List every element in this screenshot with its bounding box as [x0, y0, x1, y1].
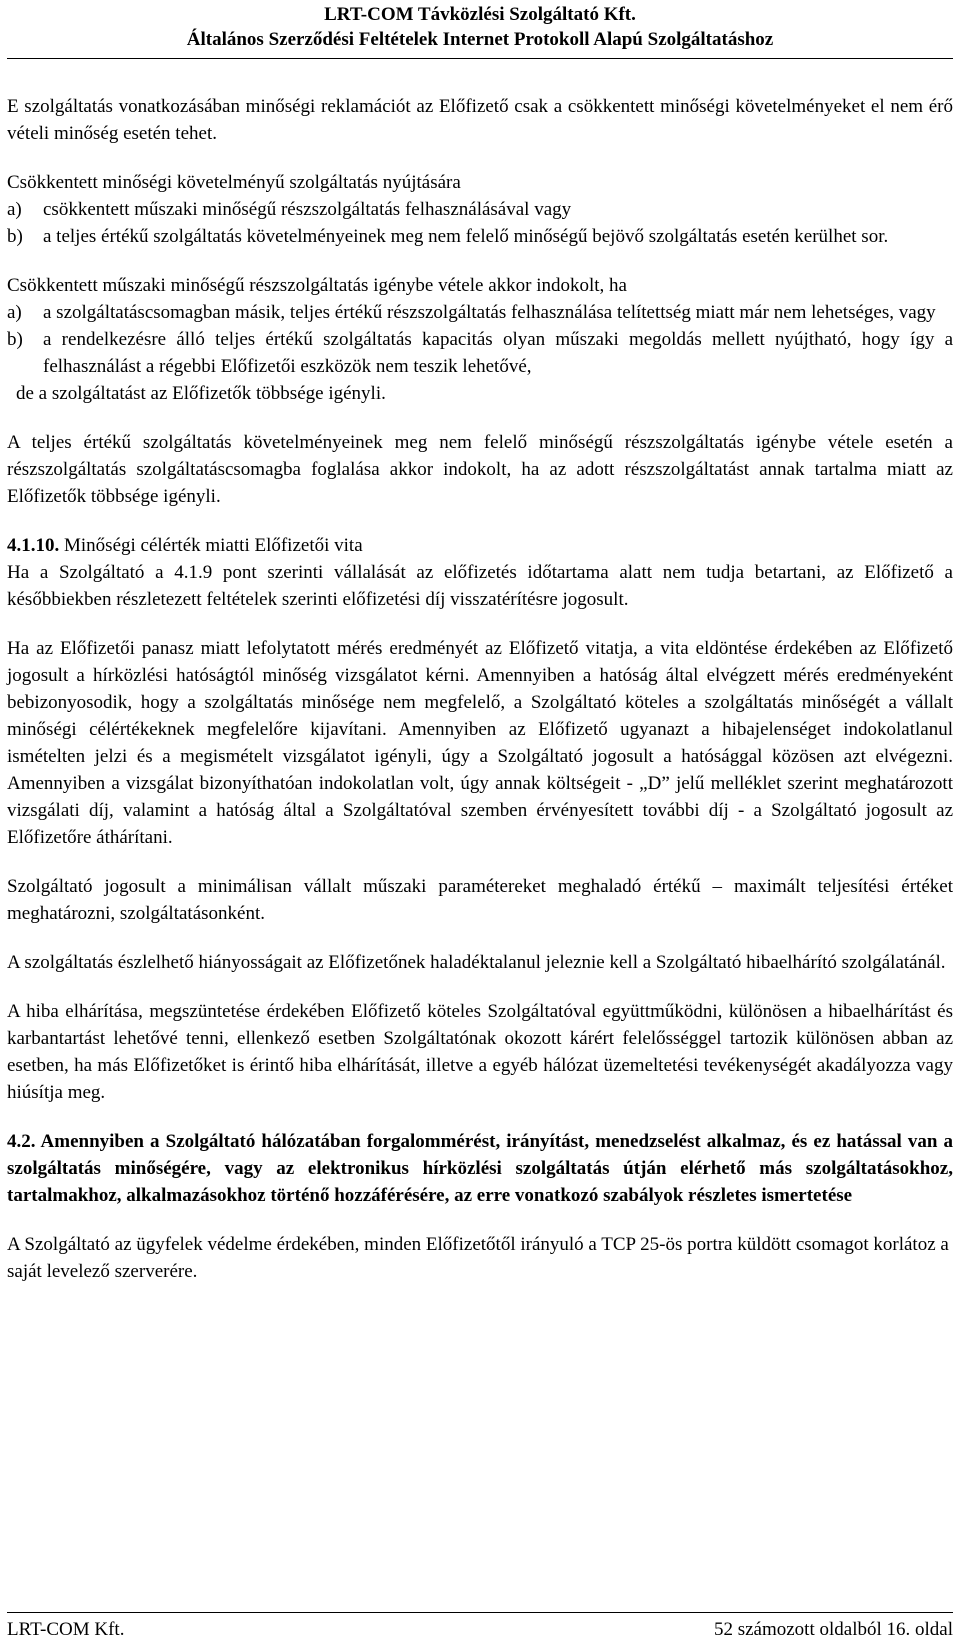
- section-heading-4-2: 4.2. Amennyiben a Szolgáltató hálózatában forgalommérést, irányítást, menedzselést alkalmaz, és ez hatással van a szolgáltatás minőségére, vagy az elektronikus hírközlési szolgáltatás útján elérhető más szolgáltatásokhoz, tartalmakhoz, alkalmazásokhoz történő hozzáférésére, az erre vonatkozó szabályok részletes ismertetése: [7, 1131, 953, 1206]
- list-marker: b): [7, 226, 23, 247]
- list-justified-use: [7, 299, 953, 407]
- list-item-text: csökkentett műszaki minőségű részszolgáltatás felhasználásával vagy: [43, 199, 572, 220]
- paragraph-6: Ha az Előfizetői panasz miatt lefolytatott mérés eredményét az Előfizető vitatja, a vita eldöntése érdekében az Előfizető jogosult a hírközlési hatóságtól minőség vizsgálatot kérni. Amennyiben a hatóság által elvégzett mérés eredményeként bebizonyosodik, hogy a szolgáltatás minősége nem megfelelő, a Szolgáltató köteles a szolgáltatás minőségét a vállalt minőségi célértékeknek megfelelőre kijavítani. Amennyiben az Előfizető ugyanazt a hibajelenséget indokolatlanul ismételten jelzi és a megismételt vizsgálatot igényli, úgy a Szolgáltató jogosult a hatósággal közösen azt elvégezni. Amennyiben a vizsgálat bizonyíthatóan indokolatlan volt, úgy annak költségeit - „D” jelű melléklet szerint meghatározott vizsgálati díj, valamint a hatóság által a Szolgáltatóval szemben érvényesített további díj - a Szolgáltató jogosult az Előfizetőre áthárítani.: [7, 638, 953, 848]
- paragraph-2-intro: Csökkentett minőségi követelményű szolgáltatás nyújtására: [7, 172, 461, 193]
- list-item: [7, 196, 953, 223]
- footer-page-number: 52 számozott oldalból 16. oldal: [713, 1619, 953, 1640]
- paragraph-3-intro: Csökkentett műszaki minőségű részszolgáltatás igénybe vétele akkor indokolt, ha: [7, 275, 627, 296]
- header-title: Általános Szerződési Feltételek Internet Protokoll Alapú Szolgáltatáshoz: [186, 29, 774, 50]
- list-marker: a): [7, 302, 22, 323]
- list-reduced-quality: [7, 196, 953, 250]
- list-marker: a): [7, 199, 22, 220]
- list-item-text: a rendelkezésre álló teljes értékű szolgáltatás kapacitás olyan műszaki megoldás mellett nyújtható, hogy így a felhasználást a régebbi Előfizetői eszközök nem teszik lehetővé,: [43, 329, 953, 377]
- footer-divider: [7, 1612, 953, 1613]
- document-body: [7, 93, 953, 1307]
- paragraph-5: Ha a Szolgáltató a 4.1.9 pont szerinti vállalását az előfizetés időtartama alatt nem tudja betartani, az Előfizető a későbbiekben részletezett feltételek szerinti előfizetési díj visszatérítésre jogosult.: [7, 562, 953, 610]
- section-heading-4-1-10: [7, 532, 953, 559]
- list-item-text: a szolgáltatáscsomagban másik, teljes értékű részszolgáltatás felhasználása telítettség miatt már nem lehetséges, vagy: [43, 302, 936, 323]
- list-marker: b): [7, 329, 23, 350]
- section-title: Minőségi célérték miatti Előfizetői vita: [59, 535, 363, 556]
- footer-company: LRT-COM Kft.: [7, 1619, 125, 1640]
- list-item: [7, 299, 953, 326]
- list-item: [7, 223, 953, 250]
- section-number: 4.1.10.: [7, 535, 60, 556]
- paragraph-9: A hiba elhárítása, megszüntetése érdekében Előfizető köteles Szolgáltatóval együttműködni, különösen a hibaelhárítást és karbantartást lehetővé tenni, ellenkező esetben Szolgáltatónak okozott kárért felelősséggel tartozik különösen abban az esetben, ha más Előfizetőket is érintő hiba elhárítását, illetve a egyéb hálózat üzemeltetési tevékenységét akadályozza vagy hiúsítja meg.: [7, 1001, 953, 1103]
- header-divider: [7, 58, 953, 59]
- header-company: LRT-COM Távközlési Szolgáltató Kft.: [324, 4, 636, 25]
- paragraph-7: Szolgáltató jogosult a minimálisan vállalt műszaki paramétereket meghaladó értékű – maximált teljesítési értéket meghatározni, szolgáltatásonként.: [7, 876, 953, 924]
- paragraph-10: A Szolgáltató az ügyfelek védelme érdekében, minden Előfizetőtől irányuló a TCP 25-ös portra küldött csomagot korlátoz a saját levelező szerverére.: [7, 1234, 949, 1282]
- list-item: [7, 326, 953, 380]
- page-header: [0, 2, 960, 52]
- paragraph-4: A teljes értékű szolgáltatás követelményeinek meg nem felelő minőségű részszolgáltatás igénybe vétele esetén a részszolgáltatás szolgáltatáscsomagba foglalása akkor indokolt, ha az adott részszolgáltatást annak tartalma miatt az Előfizetők többsége igényli.: [7, 432, 953, 507]
- list-item-text: a teljes értékű szolgáltatás követelményeinek meg nem felelő minőségű bejövő szolgáltatás esetén kerülhet sor.: [43, 226, 889, 247]
- paragraph-8: A szolgáltatás észlelhető hiányosságait az Előfizetőnek haladéktalanul jeleznie kell a Szolgáltató hibaelhárító szolgálatánál.: [7, 952, 946, 973]
- paragraph-1: E szolgáltatás vonatkozásában minőségi reklamációt az Előfizető csak a csökkentett minőségi követelményeket el nem érő vételi minőség esetén tehet.: [7, 96, 953, 144]
- list-tail-text: de a szolgáltatást az Előfizetők többsége igényli.: [16, 383, 386, 404]
